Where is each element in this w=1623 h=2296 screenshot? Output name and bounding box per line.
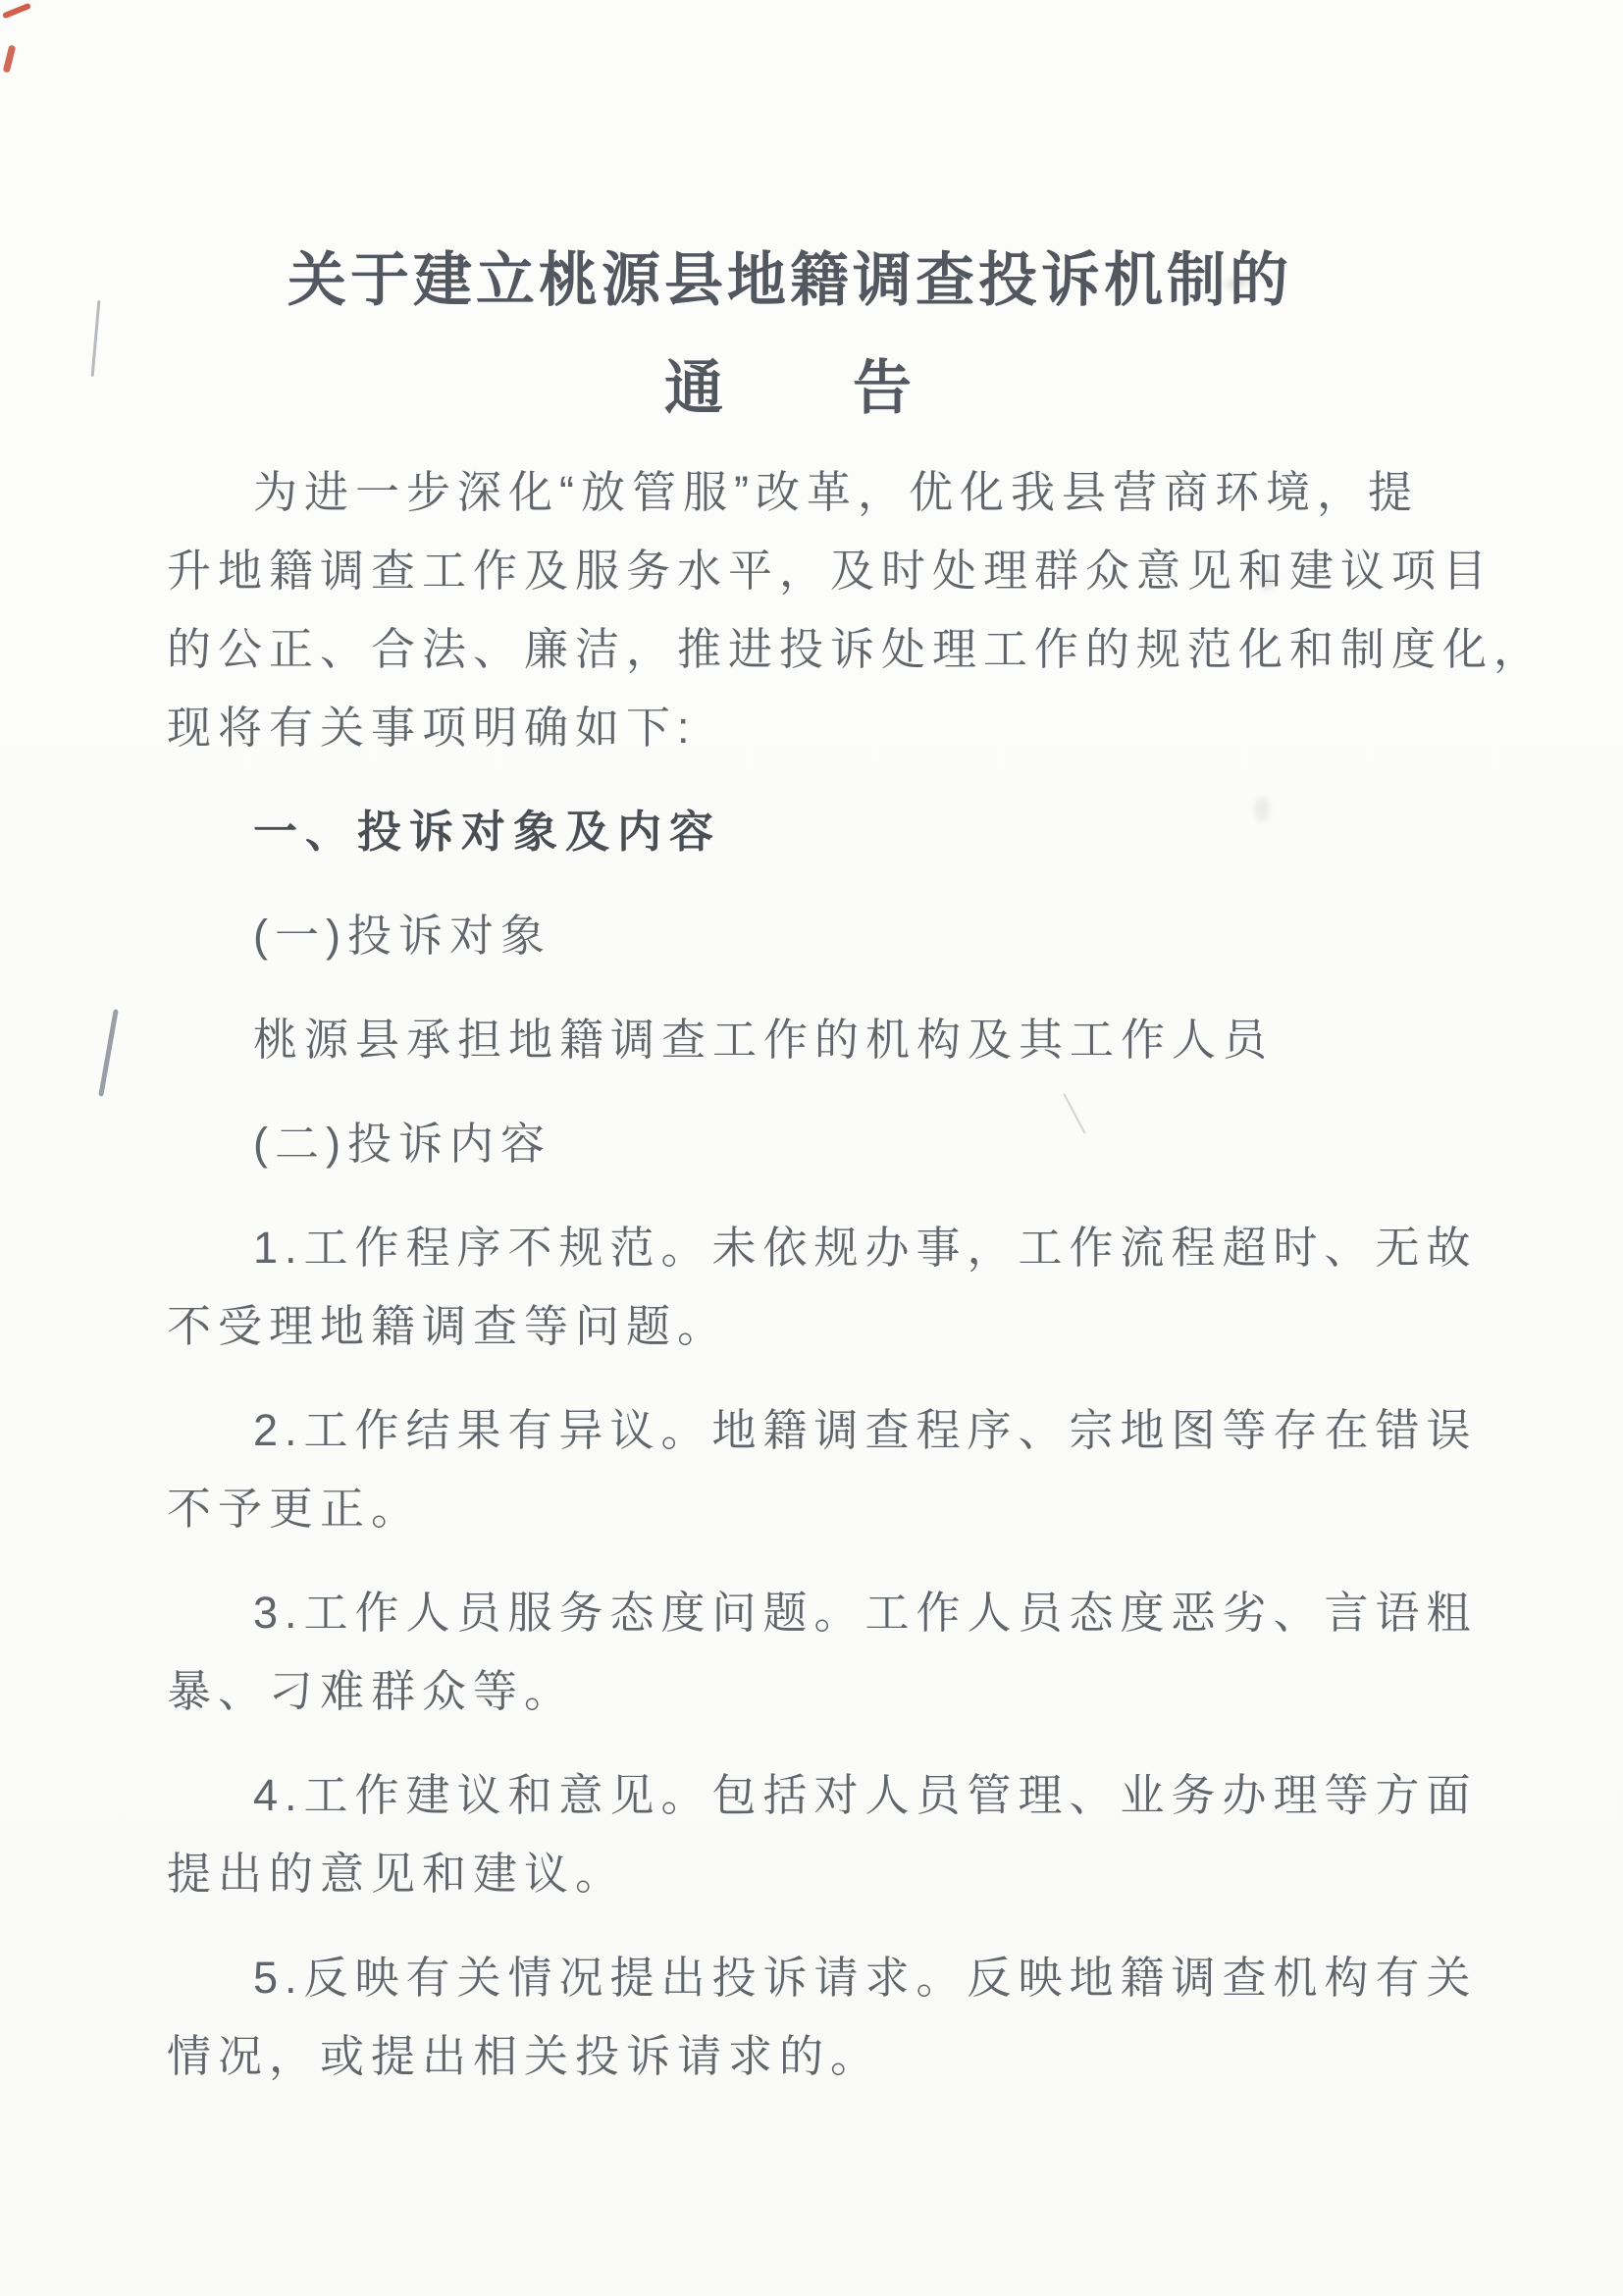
intro-line: 为进一步深化“放管服”改革，优化我县营商环境，提 [253,467,1419,517]
subsection-label-block [167,897,1472,975]
document-title: 关于建立桃源县地籍调查投诉机制的 [288,248,1292,313]
list-item [167,1391,1478,1548]
document-subtitle: 通 告 [664,356,916,421]
list-item [167,1939,1478,2096]
intro-paragraph [167,453,1545,767]
staple-shadow-mark [98,1009,119,1097]
document-body [167,453,1545,2096]
intro-line: 升地籍调查工作及服务水平，及时处理群众意见和建议项目 [167,546,1494,596]
red-pen-mark [2,3,31,20]
list-item-line: 情况，或提出相关投诉请求的。 [167,2031,882,2081]
subsection-text-block [167,1001,1472,1079]
list-item [167,1756,1478,1913]
subsection-text: 桃源县承担地籍调查工作的机构及其工作人员 [253,1015,1275,1065]
list-item-line: 2.工作结果有异议。地籍调查程序、宗地图等存在错误 [253,1405,1478,1455]
section-heading: 一、投诉对象及内容 [253,807,722,857]
intro-line: 现将有关事项明确如下: [167,703,697,753]
list-item-line: 5.反映有关情况提出投诉请求。反映地籍调查机构有关 [253,1953,1478,2003]
list-item-line: 4.工作建议和意见。包括对人员管理、业务办理等方面 [253,1770,1478,1820]
section-heading-block [167,793,1472,871]
list-item-line: 暴、刁难群众等。 [167,1666,576,1716]
subsection-label: (二)投诉内容 [253,1119,551,1169]
subsection-label-block [167,1105,1472,1183]
list-item-line: 1.工作程序不规范。未依规办事，工作流程超时、无故 [253,1223,1478,1273]
intro-line: 的公正、合法、廉洁，推进投诉处理工作的规范化和制度化， [167,624,1545,674]
subsection-label: (一)投诉对象 [253,911,551,961]
list-item-line: 不受理地籍调查等问题。 [167,1301,729,1351]
list-item-line: 不予更正。 [167,1484,423,1534]
list-item-line: 提出的意见和建议。 [167,1849,627,1899]
list-item-line: 3.工作人员服务态度问题。工作人员态度恶劣、言语粗 [253,1588,1478,1638]
list-item [167,1574,1478,1731]
red-pen-mark [3,45,17,74]
list-item [167,1209,1478,1366]
